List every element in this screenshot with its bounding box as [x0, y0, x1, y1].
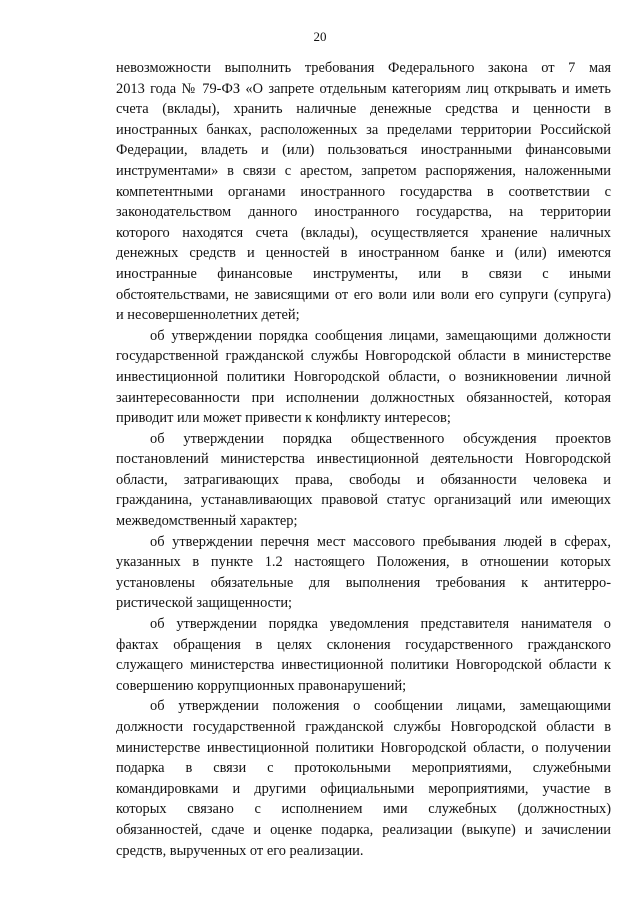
text-line: денежных средств и ценностей в иностранном банке и (или) имеются	[116, 245, 611, 262]
text-line: постановлений министерства инвестиционной деятельности Новгородской	[116, 451, 611, 468]
text-line: об утверждении положения о сообщении лицами, замещающими	[150, 698, 611, 715]
text-line: приводит или может привести к конфликту интересов;	[116, 410, 451, 427]
paragraph-conflict-of-interest	[116, 326, 611, 429]
text-line: совершению коррупционных правонарушений;	[116, 677, 407, 694]
body-text	[116, 58, 611, 861]
text-line: компетентными органами иностранного государства в соответствии с	[116, 183, 611, 200]
text-line: государственной гражданской службы Новгородской области в министерстве	[116, 348, 611, 365]
text-line: об утверждении порядка уведомления представителя нанимателя о	[150, 616, 611, 633]
text-line: об утверждении порядка общественного обсуждения проектов	[150, 430, 611, 447]
paragraph-public-discussion	[116, 429, 611, 532]
paragraph-mass-gathering-places	[116, 532, 611, 614]
text-line: об утверждении порядка сообщения лицами, замещающими должности	[150, 327, 611, 344]
text-line: командировками и другими официальными мероприятиями, участие в	[116, 780, 611, 797]
text-line: обязанностей, сдаче и оценке подарка, реализации (выкупе) и зачислении	[116, 821, 611, 838]
text-line: счета (вклады), хранить наличные денежные средства и ценности в	[116, 101, 611, 118]
text-line: средств, вырученных от его реализации.	[116, 842, 364, 859]
text-line: гражданина, устанавливающих правовой статус организаций или имеющих	[116, 492, 611, 509]
text-line: подарка в связи с протокольными мероприятиями, служебными	[116, 760, 611, 777]
text-line: министерстве инвестиционной политики Новгородской области, о получении	[116, 739, 611, 756]
paragraph-continuation	[116, 58, 611, 326]
paragraph-corruption-notification	[116, 614, 611, 696]
page-number: 20	[313, 29, 327, 44]
paragraph-gift-regulation	[116, 696, 611, 861]
text-line: должности государственной гражданской службы Новгородской области в	[116, 719, 611, 735]
text-line: Федерации, владеть и (или) пользоваться иностранными финансовыми	[116, 142, 611, 159]
text-line: об утверждении перечня мест массового пребывания людей в сферах,	[150, 533, 611, 550]
text-line: фактах обращения в целях склонения государственного гражданского	[116, 636, 611, 653]
text-line: инструментами» в связи с арестом, запретом распоряжения, наложенными	[116, 162, 611, 179]
text-line: иностранных банках, расположенных за пределами территории Российской	[116, 121, 611, 138]
text-line: и несовершеннолетних детей;	[116, 307, 300, 324]
text-line: иностранные финансовые инструменты, или в связи с иными	[116, 265, 611, 282]
text-line: невозможности выполнить требования Федерального закона от 7 мая	[116, 60, 611, 76]
text-line: 2013 года № 79-ФЗ «О запрете отдельным категориям лиц открывать и иметь	[116, 80, 611, 97]
text-line: которых связано с исполнением ими служебных (должностных)	[116, 801, 611, 818]
text-line: законодательством данного иностранного государства, на территории	[116, 204, 611, 221]
text-line: инвестиционной политики Новгородской области, о возникновении личной	[116, 368, 611, 385]
text-line: указанных в пункте 1.2 настоящего Положения, в отношении которых	[116, 554, 611, 571]
text-line: установлены обязательные для выполнения требования к антитерро-	[116, 574, 611, 591]
text-line: обстоятельствами, не зависящими от его воли или воли его супруги (супруга)	[116, 286, 611, 303]
text-line: области, затрагивающих права, свободы и обязанности человека и	[116, 471, 611, 488]
text-line: заинтересованности при исполнении должностных обязанностей, которая	[116, 389, 611, 406]
text-line: которого находятся счета (вклады), осуществляется хранение наличных	[116, 224, 611, 241]
text-line: ристической защищенности;	[116, 595, 293, 612]
text-line: служащего министерства инвестиционной политики Новгородской области к	[116, 657, 611, 674]
text-line: межведомственный характер;	[116, 513, 298, 530]
